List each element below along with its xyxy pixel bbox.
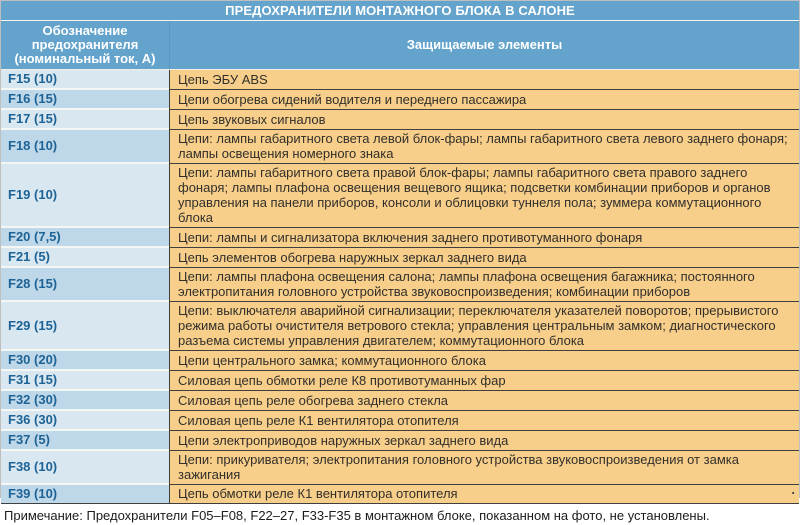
fuse-row (1, 351, 799, 371)
fuse-description: Цепь обмотки реле К1 вентилятора отопителя (169, 485, 799, 504)
fuse-table-body (1, 70, 799, 504)
fuse-description: Цепи: выключателя аварийной сигнализации; переключателя указателей поворотов; прерывистого режима работы очистителя ветрового стекла; управления центральным замком; диагностического разъема системы управления двигателем; коммутационного блока (169, 302, 799, 351)
fuse-code: F31 (15) (1, 371, 169, 391)
fuse-row (1, 268, 799, 302)
fuse-description: Цепь ЭБУ ABS (169, 70, 799, 90)
column-header-protected-elements: Защищаемые элементы (169, 21, 799, 69)
fuse-description: Цепи: прикуривателя; электропитания головного устройства звуковоспроизведения от замка зажигания (169, 451, 799, 485)
fuse-row (1, 130, 799, 164)
fuse-code: F28 (15) (1, 268, 169, 302)
fuse-code: F30 (20) (1, 351, 169, 371)
fuse-description: Силовая цепь реле обогрева заднего стекла (169, 391, 799, 411)
footnote: Примечание: Предохранители F05–F08, F22–27, F33-F35 в монтажном блоке, показанном на фото, не установлены. (1, 504, 799, 525)
fuse-description: Цепи центрального замка; коммутационного блока (169, 351, 799, 371)
fuse-row (1, 248, 799, 268)
fuse-row (1, 485, 799, 504)
fuse-description: Цепь звуковых сигналов (169, 110, 799, 130)
fuse-description: Силовая цепь реле К1 вентилятора отопителя (169, 411, 799, 431)
fuse-description: Цепи: лампы габаритного света левой блок-фары; лампы габаритного света левого заднего фонаря; лампы освещения номерного знака (169, 130, 799, 164)
fuse-code: F38 (10) (1, 451, 169, 485)
fuse-row (1, 451, 799, 485)
fuse-row (1, 302, 799, 351)
fuse-description: Цепь элементов обогрева наружных зеркал заднего вида (169, 248, 799, 268)
fuse-row (1, 391, 799, 411)
fuse-code: F17 (15) (1, 110, 169, 130)
fuse-description: Цепи: лампы и сигнализатора включения заднего противотуманного фонаря (169, 228, 799, 248)
page-title: ПРЕДОХРАНИТЕЛИ МОНТАЖНОГО БЛОКА В САЛОНЕ (1, 1, 799, 21)
fuse-description: Цепи электроприводов наружных зеркал заднего вида (169, 431, 799, 451)
fuse-row (1, 371, 799, 391)
fuse-code: F32 (30) (1, 391, 169, 411)
fuse-row (1, 431, 799, 451)
table-header-row (1, 21, 799, 70)
fuse-code: F18 (10) (1, 130, 169, 164)
fuse-row (1, 164, 799, 228)
fuse-description: Цепи: лампы габаритного света правой блок-фары; лампы габаритного света правого заднего фонаря; лампы плафона освещения вещевого ящика; подсветки комбинации приборов и органов управления на панели приборов, консоли и облицовки туннеля пола; зуммера коммутационного блока (169, 164, 799, 228)
fuse-code: F19 (10) (1, 164, 169, 228)
fuse-row (1, 110, 799, 130)
fuse-description: Силовая цепь обмотки реле К8 противотуманных фар (169, 371, 799, 391)
stray-period-artifact: . (791, 482, 795, 497)
fuse-row (1, 90, 799, 110)
column-header-designation: Обозначение предохранителя (номинальный ток, А) (14, 23, 156, 66)
fuse-description: Цепи: лампы плафона освещения салона; лампы плафона освещения багажника; постоянного электропитания головного устройства звуковоспроизведения; комбинации приборов (169, 268, 799, 302)
fuse-description: Цепи обогрева сидений водителя и переднего пассажира (169, 90, 799, 110)
fuse-code: F20 (7,5) (1, 228, 169, 248)
fuse-code: F36 (30) (1, 411, 169, 431)
fuse-code: F39 (10) (1, 485, 169, 504)
fuse-row (1, 70, 799, 90)
fuse-row (1, 411, 799, 431)
fuse-code: F21 (5) (1, 248, 169, 268)
fuse-code: F37 (5) (1, 431, 169, 451)
fuse-row (1, 228, 799, 248)
fuse-code: F29 (15) (1, 302, 169, 351)
fuse-code: F15 (10) (1, 70, 169, 90)
fuse-code: F16 (15) (1, 90, 169, 110)
